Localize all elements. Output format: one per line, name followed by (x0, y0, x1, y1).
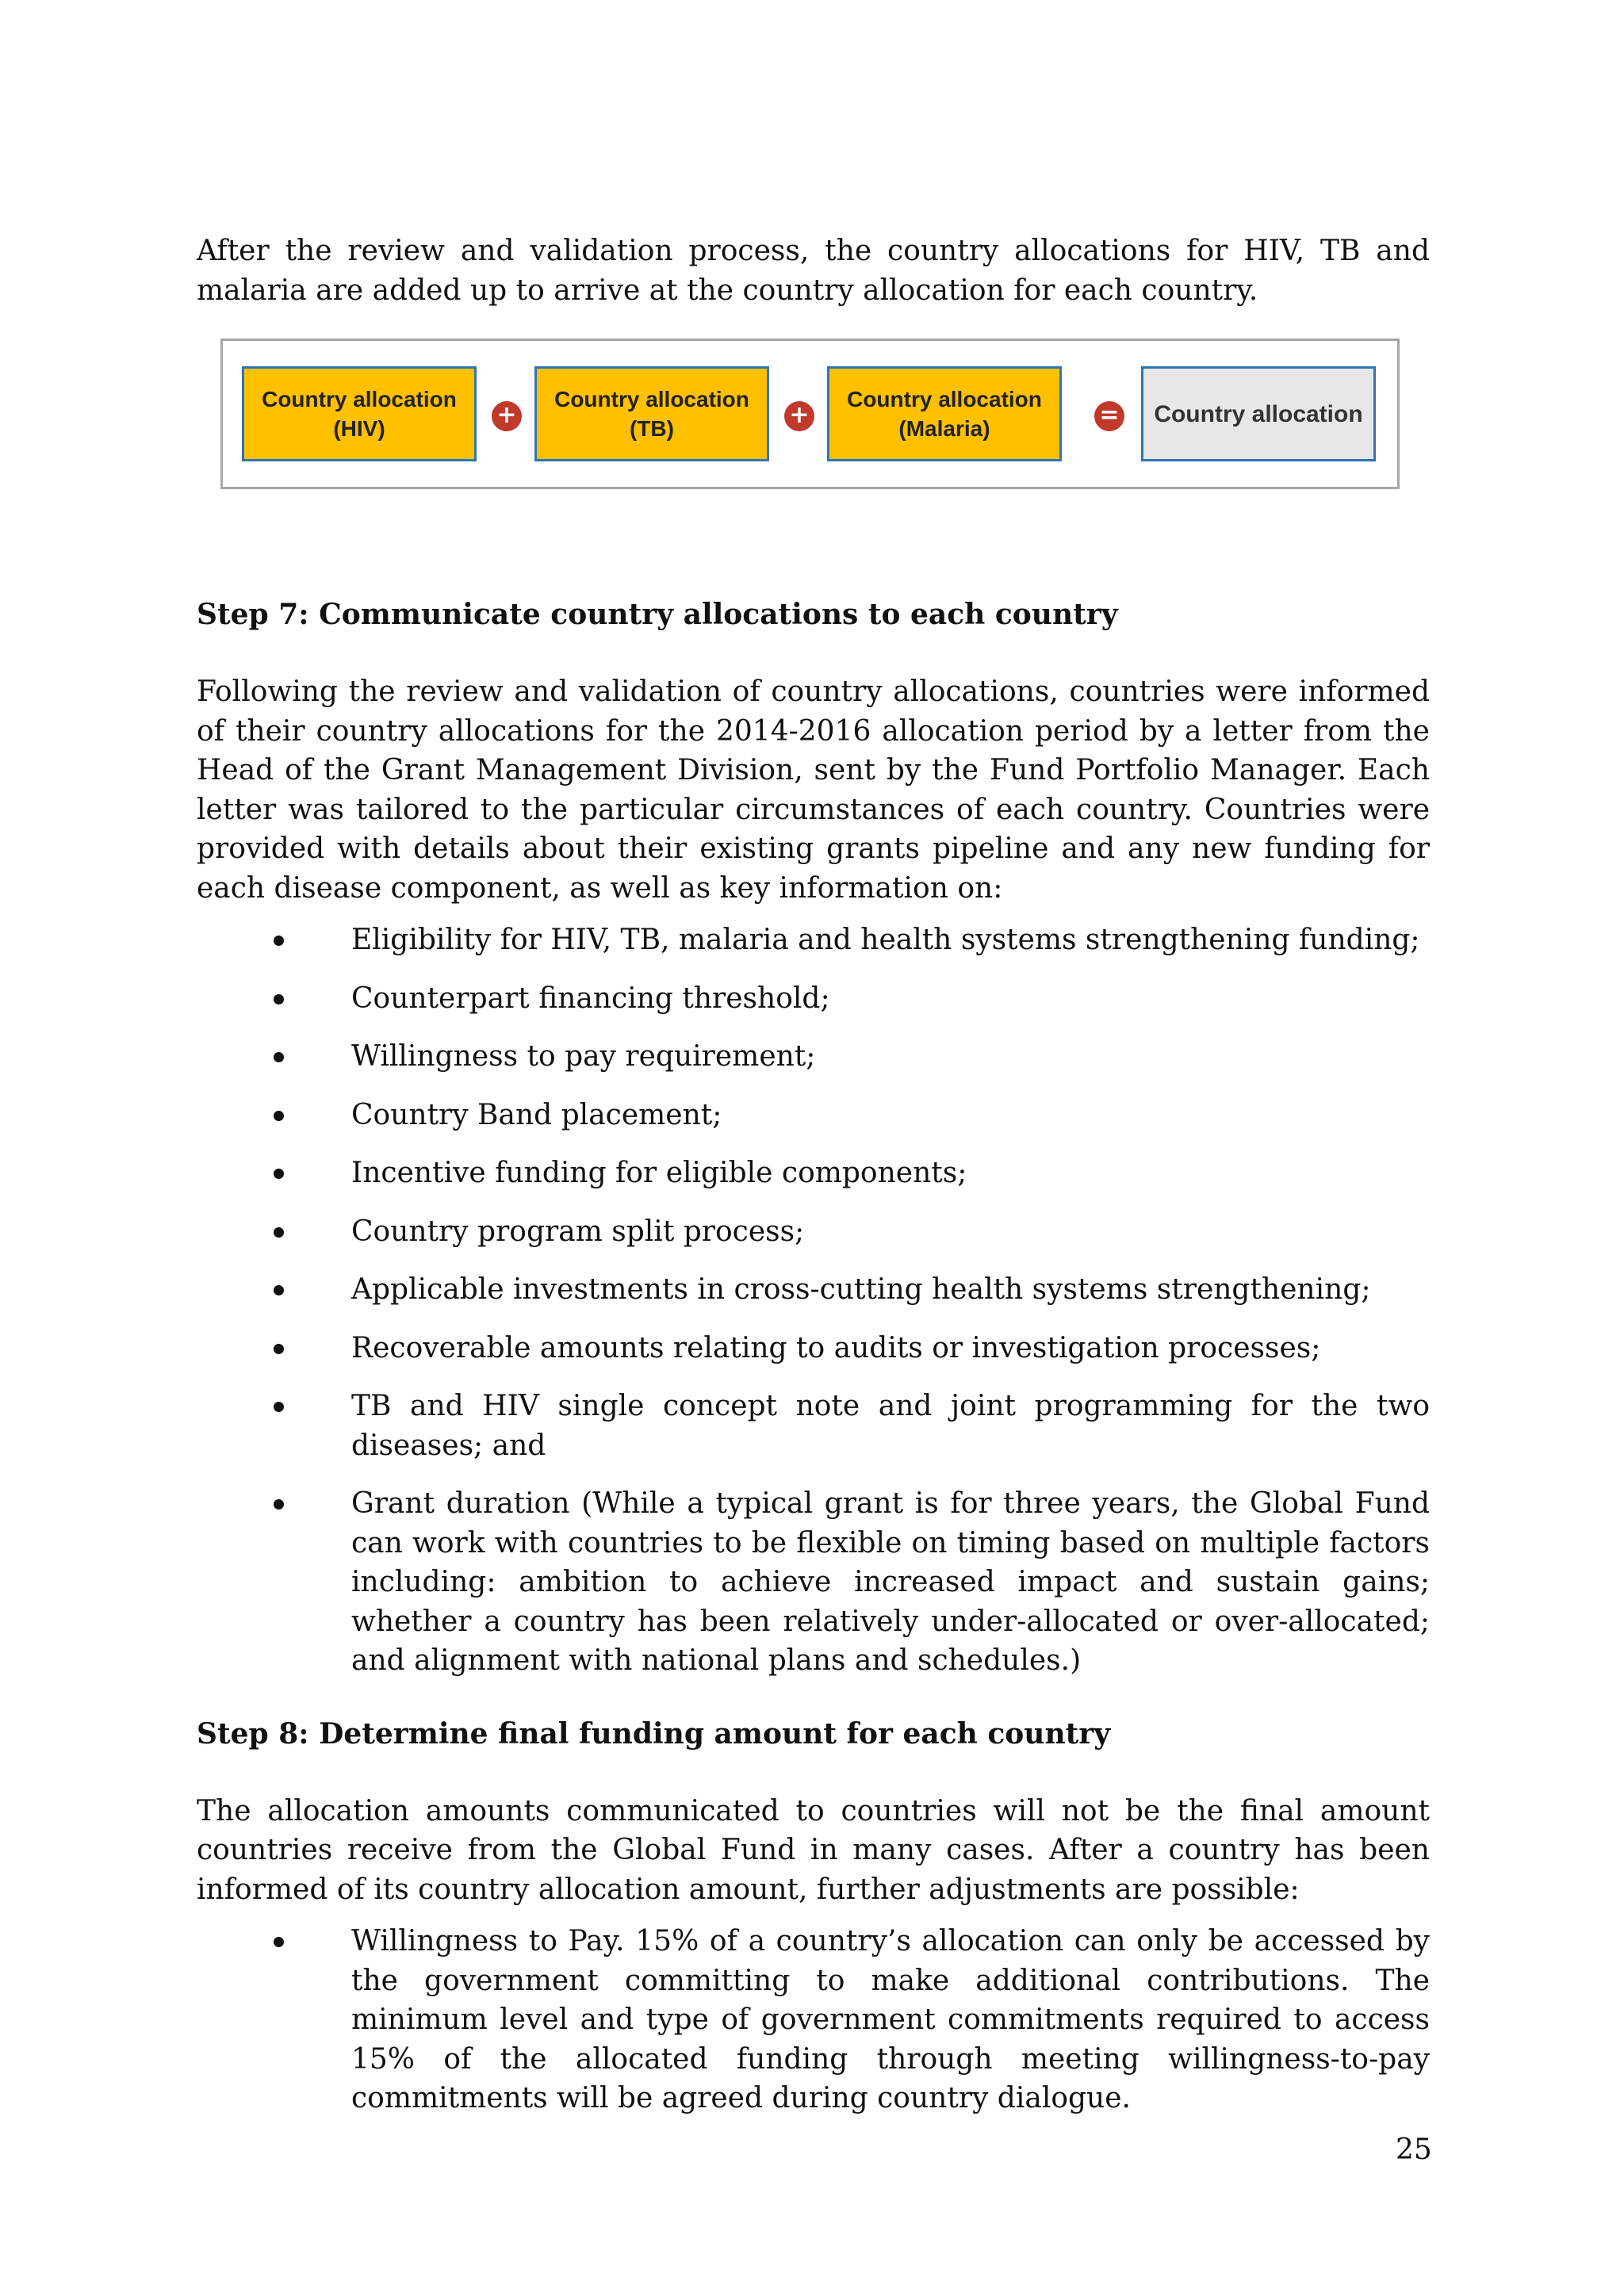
plus-icon: + (492, 401, 522, 431)
bullet-icon (274, 1344, 284, 1354)
list-item: Country program split process; (197, 1212, 1430, 1252)
list-item: Willingness to pay requirement; (197, 1037, 1430, 1077)
bullet-icon (274, 1937, 284, 1947)
step8-paragraph: The allocation amounts communicated to countries will not be the final amount countries receive from the Global Fund in many cases. After a country has been informed of its country allocation amount, further adjustments are possible: (197, 1794, 1430, 1906)
equals-icon: = (1094, 401, 1124, 431)
intro-paragraph: After the review and validation process, the country allocations for HIV, TB and malaria are added up to arrive at the country allocation for each country. (197, 235, 1430, 307)
flow-box-hiv: Country allocation (HIV) (242, 366, 477, 461)
bullet-icon (274, 1169, 284, 1179)
step7-bullet-list (197, 920, 1430, 1681)
flow-box-tb: Country allocation (TB) (534, 366, 769, 461)
step8-heading: Step 8: Determine final funding amount for each country (197, 1716, 1111, 1751)
bullet-icon (274, 1111, 284, 1121)
bullet-icon (274, 994, 284, 1004)
list-item: Counterpart financing threshold; (197, 979, 1430, 1019)
step8-bullet-list (197, 1922, 1430, 2118)
bullet-icon (274, 1285, 284, 1295)
bullet-icon (274, 1052, 284, 1062)
bullet-icon (274, 1499, 284, 1510)
list-item: Grant duration (While a typical grant is for three years, the Global Fund can work with countries to be flexible on timing based on multiple factors including: ambition to achieve increased impact and sustain gains; whether a country has been relatively under-allocated or over-allocated; and alignment with national plans and schedules.) (197, 1484, 1430, 1681)
flow-box-total: Country allocation (1141, 366, 1376, 461)
allocation-flow-diagram (220, 339, 1400, 489)
list-item: Eligibility for HIV, TB, malaria and health systems strengthening funding; (197, 920, 1430, 960)
list-item: Country Band placement; (197, 1096, 1430, 1135)
bullet-icon (274, 1227, 284, 1238)
flow-box-malaria: Country allocation (Malaria) (827, 366, 1062, 461)
list-item: Recoverable amounts relating to audits or investigation processes; (197, 1329, 1430, 1368)
list-item: Willingness to Pay. 15% of a country’s allocation can only be accessed by the government committing to make additional contributions. The minimum level and type of government commitments required to access 15% of the allocated funding through meeting willingness-to-pay commitments will be agreed during country dialogue. (197, 1922, 1430, 2118)
list-item: Incentive funding for eligible components; (197, 1154, 1430, 1193)
list-item: Applicable investments in cross-cutting health systems strengthening; (197, 1270, 1430, 1310)
plus-icon: + (784, 401, 814, 431)
list-item: TB and HIV single concept note and joint programming for the two diseases; and (197, 1387, 1430, 1465)
bullet-icon (274, 1402, 284, 1412)
step7-paragraph: Following the review and validation of country allocations, countries were informed of their country allocations for the 2014-2016 allocation period by a letter from the Head of the Grant Management Division, sent by the Fund Portfolio Manager. Each letter was tailored to the particular circumstances of each country. Countries were provided with details about their existing grants pipeline and any new funding for each disease component, as well as key information on: (197, 675, 1430, 905)
page-content (197, 232, 1430, 2118)
bullet-icon (274, 936, 284, 946)
page-number: 25 (1396, 2133, 1432, 2166)
step7-heading: Step 7: Communicate country allocations to each country (197, 598, 1118, 631)
